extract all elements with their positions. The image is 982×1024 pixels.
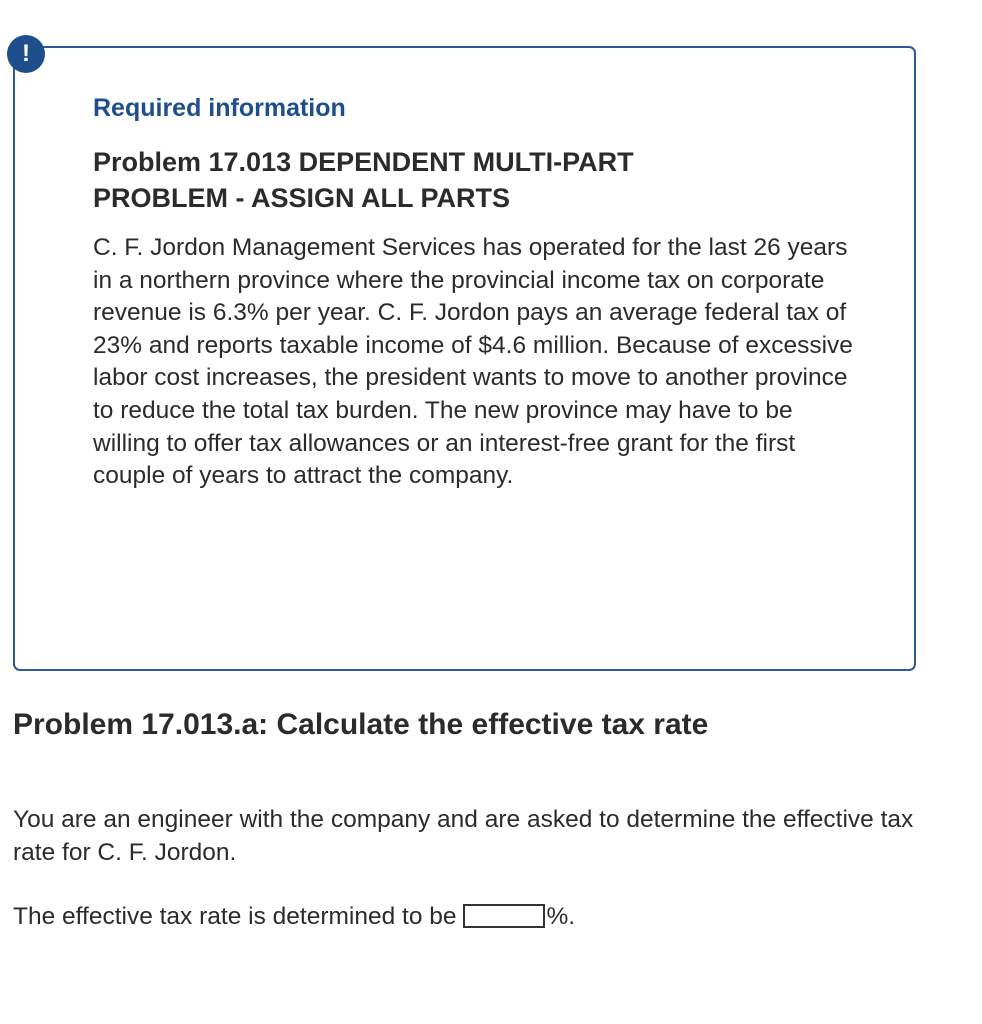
problem-statement: C. F. Jordon Management Services has operated for the last 26 years in a northern province where the provincial income tax on corporate revenue is 6.3% per year. C. F. Jordon pays an average federal tax of 23% and reports taxable income of $4.6 million. Because of excessive labor cost increases, the president wants to move to another province to reduce the total tax burden. The new province may have to be willing to offer tax allowances or an interest-free grant for the first couple of years to attract the company.: [93, 234, 853, 490]
part-a-title: Problem 17.013.a: Calculate the effective tax rate: [13, 708, 709, 741]
required-information-box: [13, 46, 916, 671]
part-a-description: You are an engineer with the company and are asked to determine the effective tax rate for C. F. Jordon.: [13, 806, 914, 866]
effective-tax-rate-input[interactable]: [463, 904, 545, 928]
problem-heading: Problem 17.013 DEPENDENT MULTI-PART PROBLEM - ASSIGN ALL PARTS: [93, 147, 634, 213]
alert-icon: !: [7, 35, 45, 73]
required-information-title: Required information: [93, 94, 346, 122]
answer-line: [13, 900, 575, 933]
answer-prefix: The effective tax rate is determined to be: [13, 903, 457, 930]
answer-suffix: %.: [546, 903, 576, 930]
